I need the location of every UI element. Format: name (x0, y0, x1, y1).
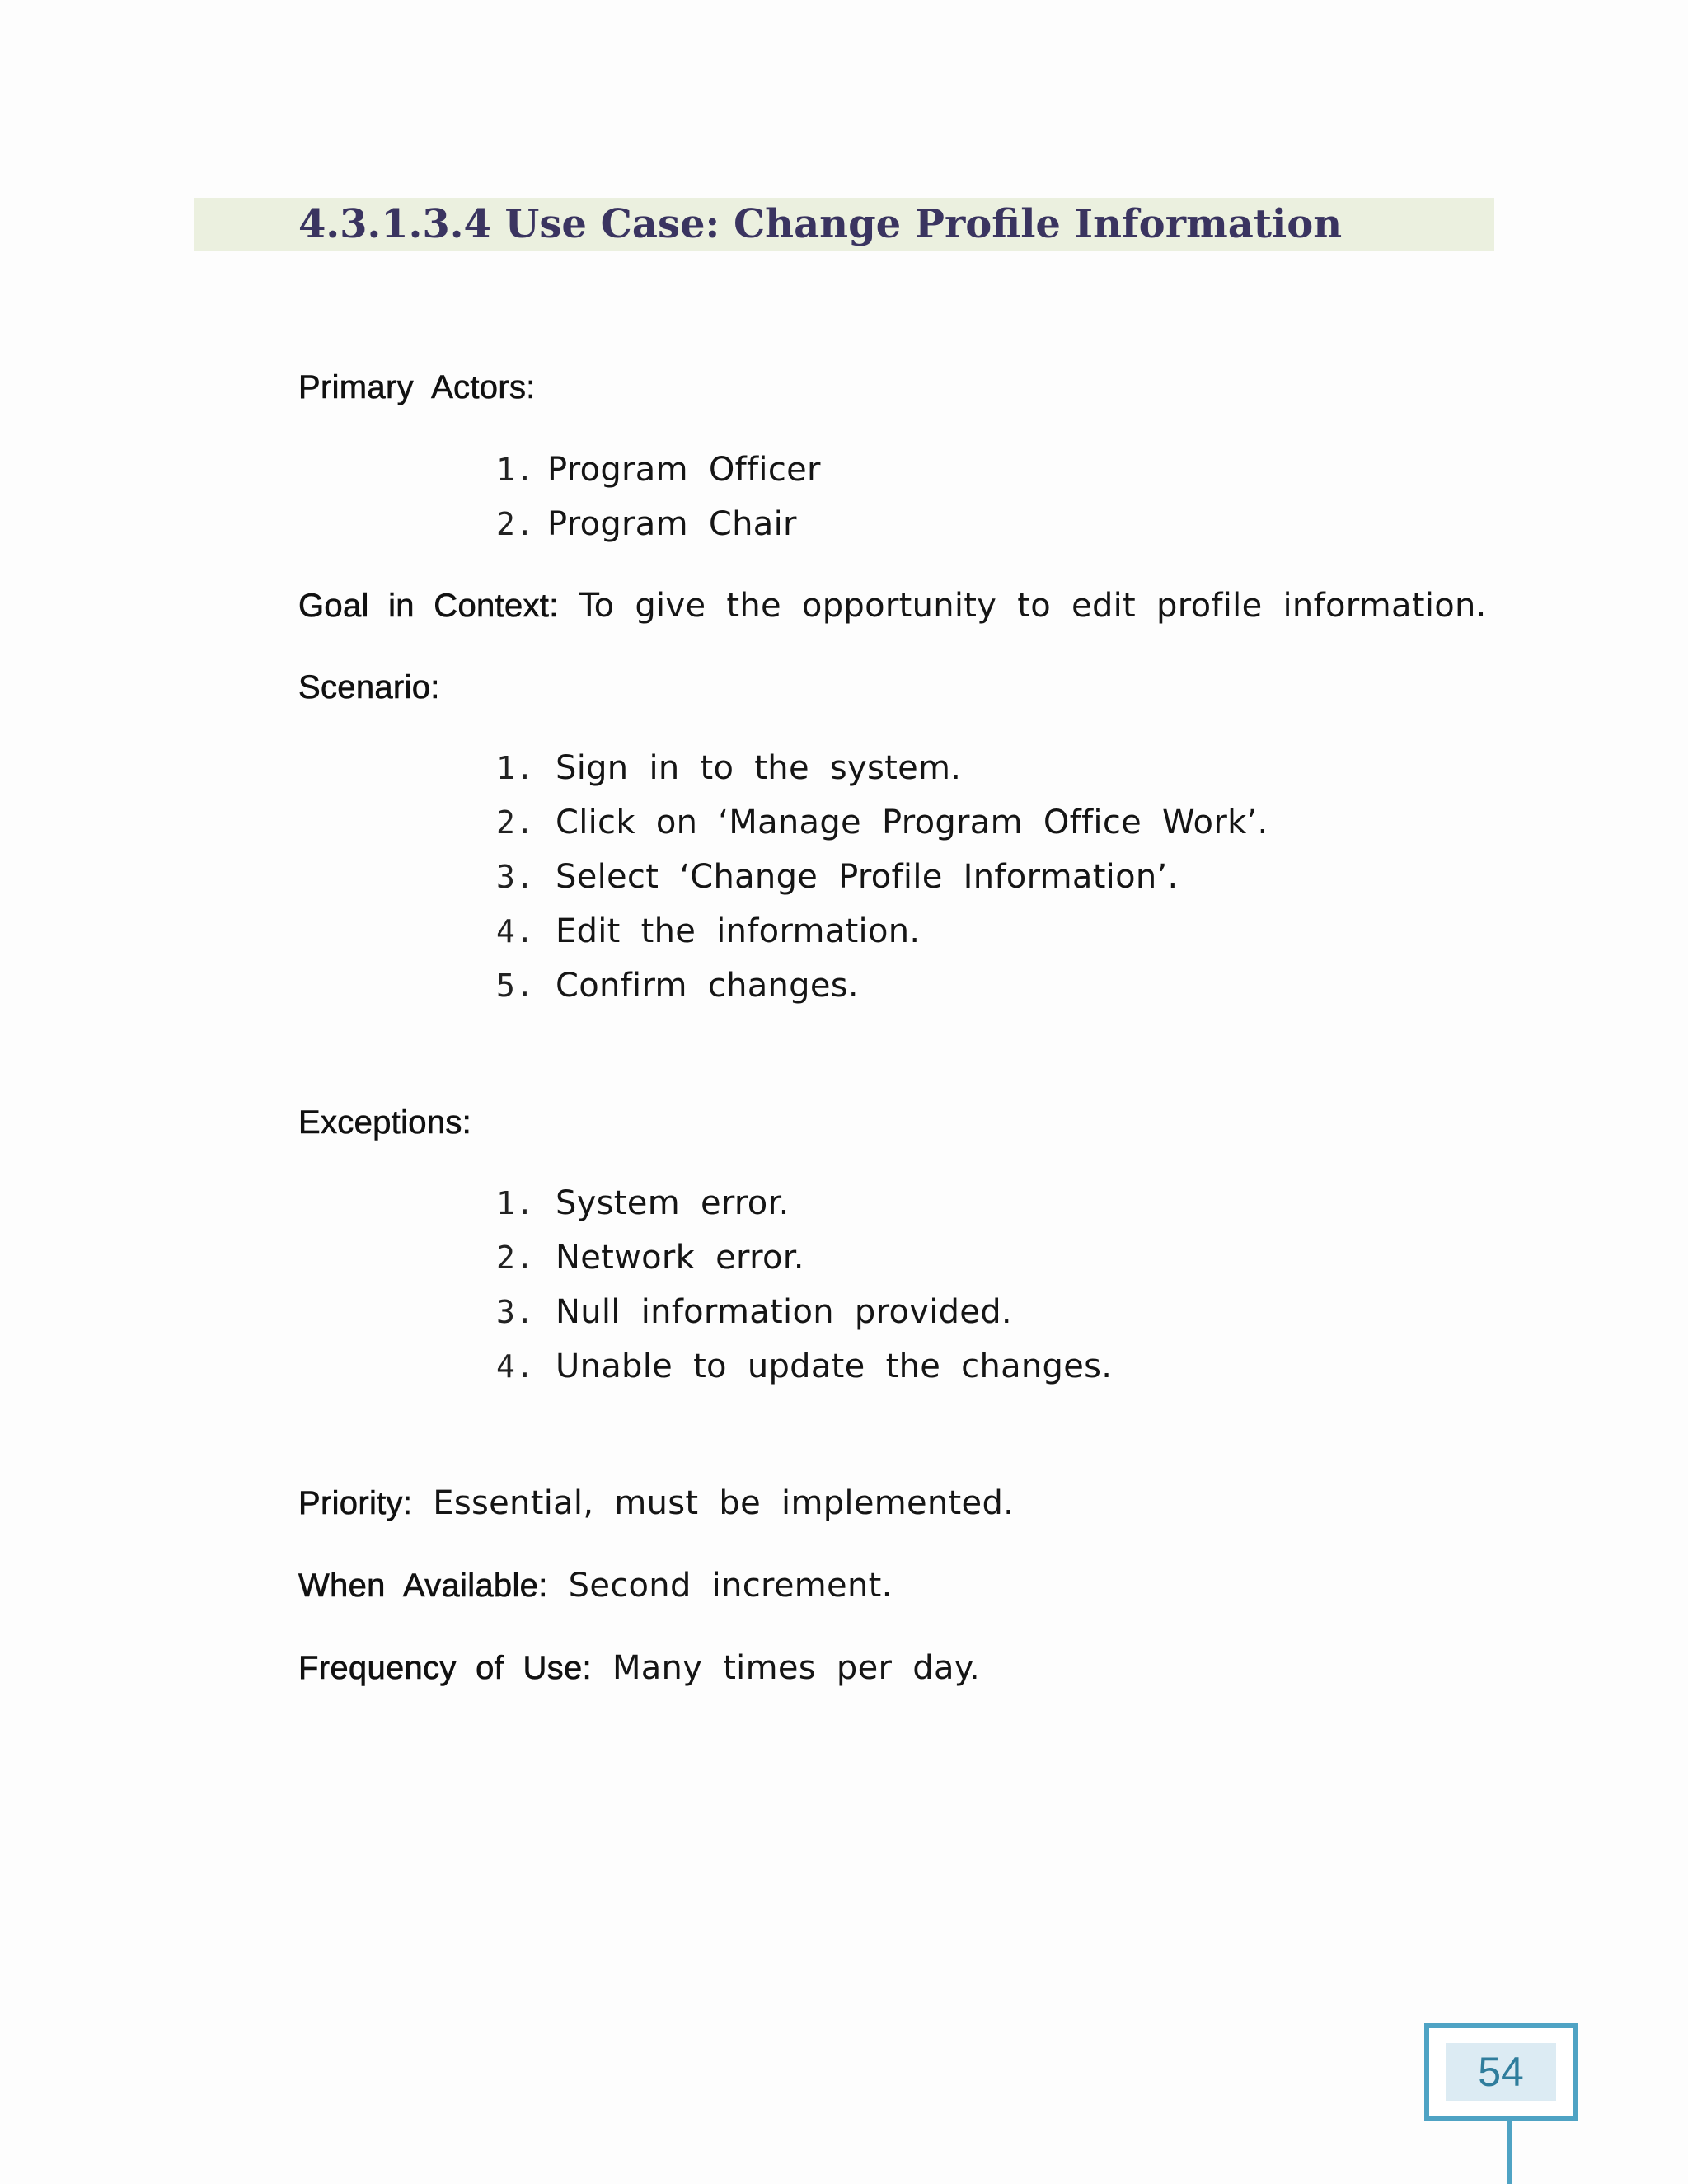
list-text: Click on ‘Manage Program Office Work’. (556, 804, 1268, 841)
list-item (496, 443, 821, 497)
list-number: 3. (496, 1294, 535, 1330)
list-text: Unable to update the changes. (556, 1347, 1113, 1385)
list-item (496, 741, 1268, 795)
list-number: 4. (496, 1348, 535, 1385)
list-text: Select ‘Change Profile Information’. (556, 858, 1179, 896)
list-item (496, 795, 1268, 850)
scenario-list (496, 741, 1268, 1013)
exceptions-label: Exceptions: (298, 1104, 472, 1141)
exceptions-list (496, 1176, 1112, 1394)
list-item (496, 1230, 1112, 1285)
primary-actors-label: Primary Actors: (298, 369, 536, 405)
list-item (496, 850, 1268, 904)
list-number: 1. (496, 452, 535, 488)
list-text: Program Officer (547, 451, 821, 489)
list-item (496, 1339, 1112, 1394)
primary-actors-list (496, 443, 821, 551)
list-text: Confirm changes. (556, 967, 859, 1005)
when-available-label: When Available: (298, 1568, 548, 1604)
when-available-text: Second increment. (568, 1567, 893, 1605)
list-item (496, 904, 1268, 958)
list-number: 4. (496, 913, 535, 949)
goal-line (298, 581, 1487, 630)
list-item (496, 1285, 1112, 1339)
section-heading: 4.3.1.3.4 Use Case: Change Profile Information (298, 201, 1343, 247)
scenario-label: Scenario: (298, 669, 440, 705)
goal-label: Goal in Context: (298, 588, 559, 624)
primary-actors-line (298, 363, 536, 412)
frequency-text: Many times per day. (612, 1649, 981, 1687)
list-text: Edit the information. (556, 912, 921, 950)
scenario-line (298, 663, 440, 712)
exceptions-line (298, 1098, 471, 1147)
list-number: 2. (496, 1240, 535, 1276)
list-number: 1. (496, 1185, 535, 1221)
list-text: Program Chair (547, 505, 797, 543)
priority-line (298, 1479, 1014, 1528)
page-number-box (1424, 2023, 1578, 2121)
list-number: 5. (496, 968, 535, 1004)
list-item (496, 497, 821, 551)
page-number: 54 (1446, 2043, 1556, 2101)
list-number: 1. (496, 750, 535, 786)
list-number: 2. (496, 804, 535, 841)
list-item (496, 1176, 1112, 1230)
list-number: 2. (496, 506, 535, 542)
list-item (496, 958, 1268, 1013)
list-text: System error. (556, 1184, 790, 1222)
priority-label: Priority: (298, 1485, 413, 1521)
list-number: 3. (496, 859, 535, 895)
list-text: Null information provided. (556, 1293, 1012, 1331)
frequency-label: Frequency of Use: (298, 1650, 592, 1686)
frequency-line (298, 1643, 980, 1693)
when-available-line (298, 1561, 893, 1610)
priority-text: Essential, must be implemented. (433, 1484, 1015, 1522)
list-text: Network error. (556, 1239, 804, 1277)
goal-text: To give the opportunity to edit profile information. (579, 587, 1487, 625)
list-text: Sign in to the system. (556, 749, 962, 787)
page-number-stem (1507, 2121, 1512, 2184)
